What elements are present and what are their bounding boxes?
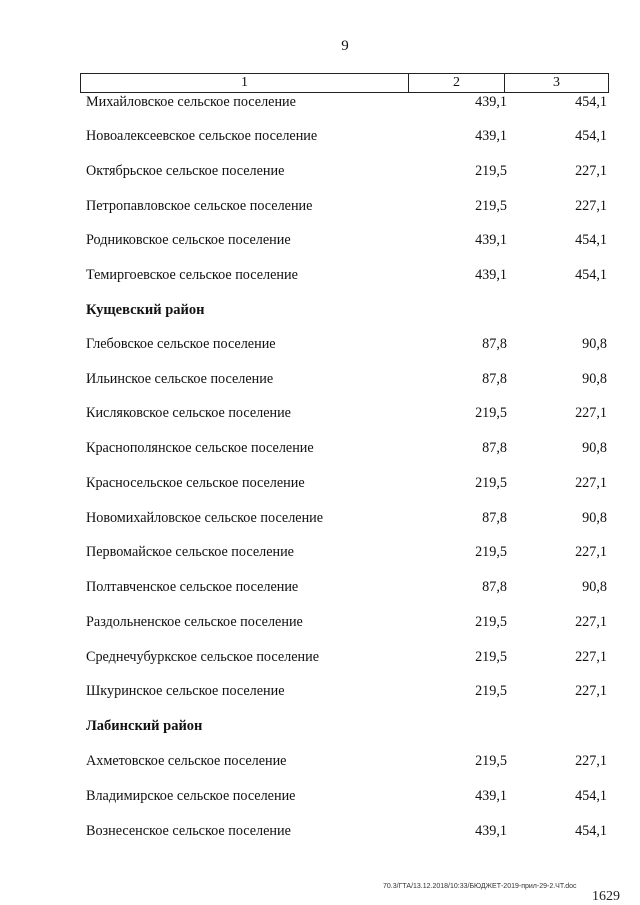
value-col2: 87,8	[482, 440, 507, 456]
value-col2: 439,1	[475, 94, 507, 110]
table-row	[86, 751, 609, 771]
settlement-name: Родниковское сельское поселение	[86, 232, 291, 248]
settlement-name: Новоалексеевское сельское поселение	[86, 128, 318, 144]
value-col2: 219,5	[475, 544, 507, 560]
value-col3: 90,8	[582, 440, 607, 456]
table-row	[86, 92, 609, 112]
value-col3: 227,1	[575, 614, 607, 630]
table-row	[86, 230, 609, 250]
value-col3: 454,1	[575, 128, 607, 144]
value-col2: 439,1	[475, 128, 507, 144]
value-col2: 219,5	[475, 614, 507, 630]
value-col2: 439,1	[475, 232, 507, 248]
table-row	[86, 508, 609, 528]
value-col2: 87,8	[482, 510, 507, 526]
value-col3: 90,8	[582, 336, 607, 352]
settlement-name: Кисляковское сельское поселение	[86, 405, 291, 421]
page-number: 9	[341, 38, 349, 54]
column-header-1: 1	[81, 74, 409, 92]
settlement-name: Михайловское сельское поселение	[86, 94, 296, 110]
value-col3: 227,1	[575, 544, 607, 560]
district-heading: Кущевский район	[86, 302, 205, 318]
table-row	[86, 403, 609, 423]
table-row	[86, 126, 609, 146]
value-col3: 454,1	[575, 788, 607, 804]
value-col3: 90,8	[582, 579, 607, 595]
document-footer-path: 70.3/ГТА/13.12.2018/10:33/БЮДЖЕТ-2019-прил-29-2.ЧТ.doc	[383, 883, 577, 890]
value-col2: 439,1	[475, 267, 507, 283]
value-col2: 219,5	[475, 163, 507, 179]
value-col2: 87,8	[482, 579, 507, 595]
value-col3: 90,8	[582, 510, 607, 526]
settlement-name: Полтавченское сельское поселение	[86, 579, 299, 595]
settlement-name: Краснополянское сельское поселение	[86, 440, 314, 456]
value-col2: 219,5	[475, 475, 507, 491]
table-row	[86, 473, 609, 493]
table-row	[86, 821, 609, 841]
settlement-name: Среднечубуркское сельское поселение	[86, 649, 320, 665]
value-col3: 227,1	[575, 475, 607, 491]
settlement-name: Петропавловское сельское поселение	[86, 198, 313, 214]
value-col3: 227,1	[575, 163, 607, 179]
settlement-name: Новомихайловское сельское поселение	[86, 510, 324, 526]
table-row	[86, 369, 609, 389]
value-col2: 87,8	[482, 336, 507, 352]
settlement-name: Октябрьское сельское поселение	[86, 163, 285, 179]
table-row	[86, 786, 609, 806]
value-col2: 219,5	[475, 683, 507, 699]
settlement-name: Ильинское сельское поселение	[86, 371, 274, 387]
settlement-name: Владимирское сельское поселение	[86, 788, 296, 804]
value-col2: 87,8	[482, 371, 507, 387]
value-col2: 439,1	[475, 823, 507, 839]
value-col2: 219,5	[475, 649, 507, 665]
value-col3: 227,1	[575, 753, 607, 769]
settlement-name: Красносельское сельское поселение	[86, 475, 305, 491]
table-row	[86, 438, 609, 458]
settlement-name: Глебовское сельское поселение	[86, 336, 276, 352]
table-header	[80, 73, 609, 93]
table-row	[86, 161, 609, 181]
value-col3: 90,8	[582, 371, 607, 387]
value-col3: 454,1	[575, 232, 607, 248]
settlement-name: Темиргоевское сельское поселение	[86, 267, 298, 283]
value-col3: 227,1	[575, 405, 607, 421]
settlement-name: Ахметовское сельское поселение	[86, 753, 287, 769]
table-row	[86, 681, 609, 701]
settlement-name: Первомайское сельское поселение	[86, 544, 294, 560]
value-col2: 219,5	[475, 405, 507, 421]
value-col3: 454,1	[575, 267, 607, 283]
value-col3: 227,1	[575, 683, 607, 699]
page-stamp-number: 1629	[592, 889, 620, 904]
value-col3: 227,1	[575, 198, 607, 214]
value-col2: 219,5	[475, 198, 507, 214]
table-row	[86, 334, 609, 354]
column-header-3: 3	[553, 75, 560, 90]
value-col3: 227,1	[575, 649, 607, 665]
settlement-name: Вознесенское сельское поселение	[86, 823, 291, 839]
table-row	[86, 542, 609, 562]
settlement-name: Шкуринское сельское поселение	[86, 683, 285, 699]
table-row	[86, 196, 609, 216]
value-col3: 454,1	[575, 823, 607, 839]
district-heading: Лабинский район	[86, 718, 203, 734]
value-col2: 439,1	[475, 788, 507, 804]
table-row	[86, 612, 609, 632]
value-col3: 454,1	[575, 94, 607, 110]
table-row	[86, 577, 609, 597]
settlement-name: Раздольненское сельское поселение	[86, 614, 303, 630]
value-col2: 219,5	[475, 753, 507, 769]
column-header-2: 2	[409, 74, 505, 92]
table-row	[86, 265, 609, 285]
table-row	[86, 647, 609, 667]
